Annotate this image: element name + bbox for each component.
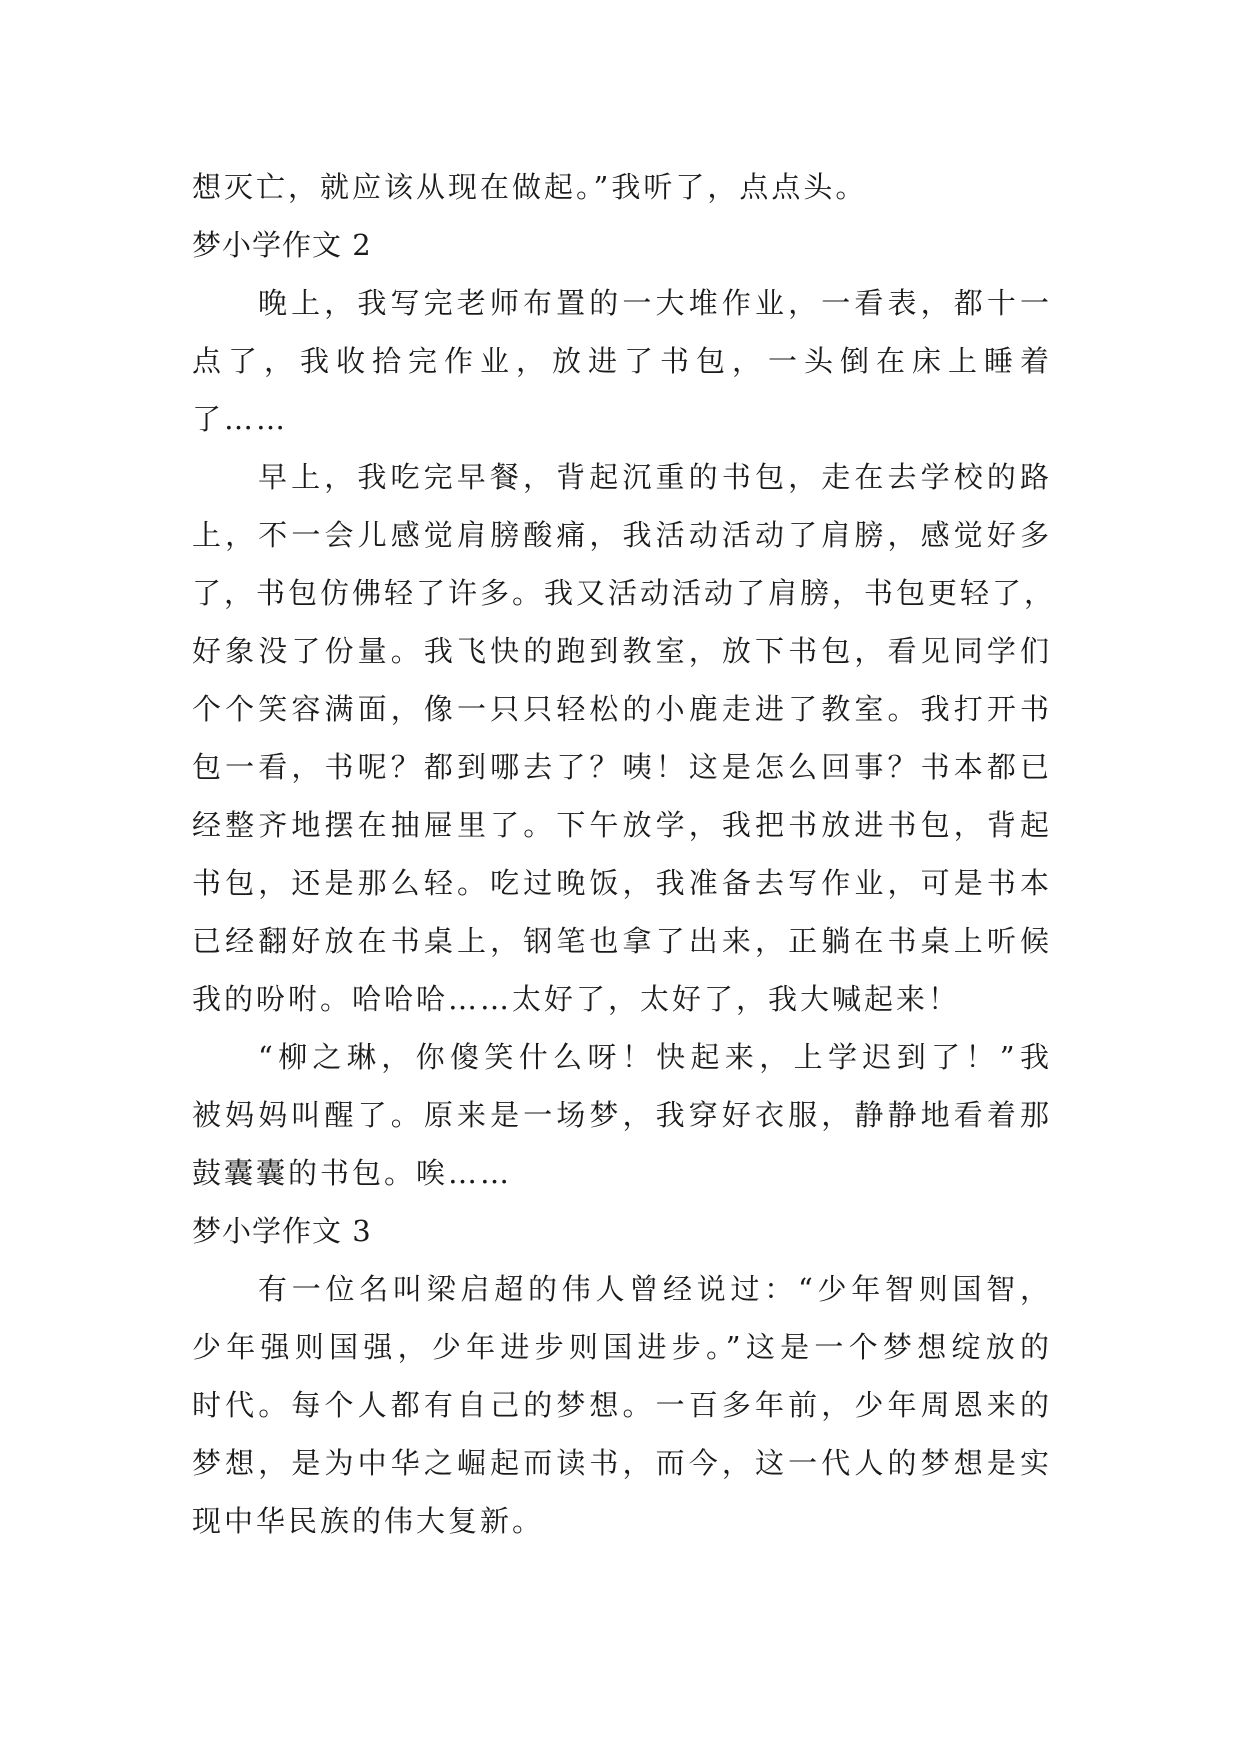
text-line: 了……: [192, 402, 289, 436]
text-line: 有一位名叫梁启超的伟人曾经说过：“少年智则国智，: [258, 1272, 1052, 1306]
text-line: 个个笑容满面，像一只只轻松的小鹿走进了教室。我打开书: [192, 692, 1052, 726]
text-line: 我的吩咐。哈哈哈……太好了，太好了，我大喊起来！: [192, 982, 961, 1016]
text-line: “柳之琳，你傻笑什么呀！快起来，上学迟到了！”我: [258, 1040, 1052, 1074]
text-line: 时代。每个人都有自己的梦想。一百多年前，少年周恩来的: [192, 1388, 1052, 1422]
text-line: 梦想，是为中华之崛起而读书，而今，这一代人的梦想是实: [192, 1446, 1052, 1480]
text-line: 上，不一会儿感觉肩膀酸痛，我活动活动了肩膀，感觉好多: [192, 518, 1052, 552]
text-line: 晚上，我写完老师布置的一大堆作业，一看表，都十一: [258, 286, 1052, 320]
section-heading: 梦小学作文 3: [192, 1214, 372, 1248]
text-line: 想灭亡，就应该从现在做起。”我听了，点点头。: [192, 170, 868, 204]
text-line: 鼓囊囊的书包。唉……: [192, 1156, 513, 1190]
text-line: 包一看，书呢？都到哪去了？咦！这是怎么回事？书本都已: [192, 750, 1052, 784]
text-line: 点了，我收拾完作业，放进了书包，一头倒在床上睡着: [192, 344, 1052, 378]
text-line: 已经翻好放在书桌上，钢笔也拿了出来，正躺在书桌上听候: [192, 924, 1052, 958]
text-line: 经整齐地摆在抽屉里了。下午放学，我把书放进书包，背起: [192, 808, 1052, 842]
text-line: 被妈妈叫醒了。原来是一场梦，我穿好衣服，静静地看着那: [192, 1098, 1052, 1132]
document-page: [192, 158, 1057, 1550]
text-line: 现中华民族的伟大复新。: [192, 1504, 545, 1538]
section-heading: 梦小学作文 2: [192, 228, 372, 262]
text-line: 早上，我吃完早餐，背起沉重的书包，走在去学校的路: [258, 460, 1052, 494]
text-line: 书包，还是那么轻。吃过晚饭，我准备去写作业，可是书本: [192, 866, 1052, 900]
text-line: 了，书包仿佛轻了许多。我又活动活动了肩膀，书包更轻了，: [192, 576, 1057, 610]
text-line: 少年强则国强，少年进步则国进步。”这是一个梦想绽放的: [192, 1330, 1052, 1364]
text-line: 好象没了份量。我飞快的跑到教室，放下书包，看见同学们: [192, 634, 1052, 668]
